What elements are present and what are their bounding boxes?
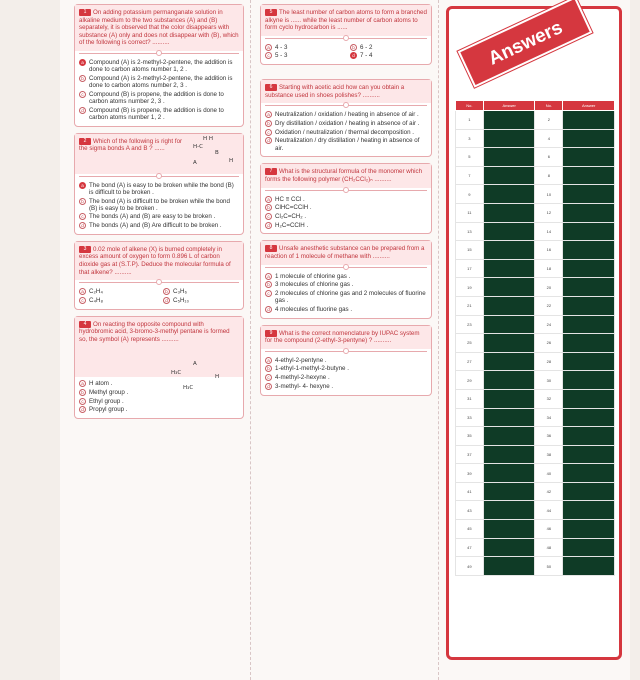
answers-row [456, 296, 615, 315]
question-no-cell: 50 [535, 557, 563, 576]
question-no-cell: 12 [535, 203, 563, 222]
answer-cell [483, 538, 535, 557]
answers-row [456, 148, 615, 167]
answer-cell [483, 148, 535, 167]
question-no-cell: 30 [535, 371, 563, 390]
answer-cell [563, 241, 615, 260]
option-c[interactable]: c Compound (B) is propene, the addition is done to carbon atoms number 2, 3 . [79, 91, 239, 105]
answers-row [456, 389, 615, 408]
answer-cell [483, 315, 535, 334]
question-number: 7 [265, 168, 277, 175]
option-b[interactable]: b Compound (A) is 2-methyl-2-pentene, the addition is done to carbon atoms number 2, 3 . [79, 75, 239, 89]
answer-cell [563, 352, 615, 371]
option-a[interactable]: a 4-ethyl-2-pentyne . [265, 357, 427, 364]
option-b[interactable]: b 6 - 2 [350, 44, 427, 51]
col-answer-header: Answer [483, 101, 535, 111]
option-d[interactable]: d 7 - 4 [350, 52, 427, 59]
structure-top: H H [203, 135, 214, 142]
question-no-cell: 9 [456, 185, 484, 204]
question-2 [74, 133, 244, 235]
options-list [75, 285, 243, 308]
question-no-cell: 32 [535, 389, 563, 408]
option-b[interactable]: b 1-ethyl-1-methyl-2-butyne . [265, 365, 427, 372]
answers-row [456, 222, 615, 241]
option-c[interactable]: c Ethyl group . [79, 398, 239, 405]
option-c[interactable]: c Cl₂C=CH₂ . [265, 213, 427, 220]
question-5 [260, 4, 432, 65]
answers-row [456, 185, 615, 204]
answer-cell [483, 222, 535, 241]
answer-cell [563, 427, 615, 446]
question-number: 1 [79, 9, 91, 16]
question-no-cell: 13 [456, 222, 484, 241]
answer-cell [563, 148, 615, 167]
answer-cell [483, 464, 535, 483]
question-no-cell: 39 [456, 464, 484, 483]
column-separator-1 [250, 0, 251, 680]
question-number: 3 [79, 246, 91, 253]
answer-cell [483, 371, 535, 390]
question-no-cell: 27 [456, 352, 484, 371]
answer-cell [563, 389, 615, 408]
answer-cell [563, 111, 615, 130]
question-no-cell: 34 [535, 408, 563, 427]
question-no-cell: 23 [456, 315, 484, 334]
question-no-cell: 16 [535, 241, 563, 260]
answers-body [456, 111, 615, 576]
answer-cell [563, 520, 615, 539]
option-d[interactable]: d 4 molecules of fluorine gas . [265, 306, 427, 313]
option-d[interactable]: d The bonds (A) and (B) Are difficult to be broken . [79, 222, 239, 229]
column-separator-2 [438, 0, 439, 680]
question-number: 2 [79, 138, 91, 145]
structure-label-b: B [215, 149, 219, 156]
answer-cell [483, 520, 535, 539]
options-list [261, 193, 431, 234]
answers-header-row [456, 101, 615, 111]
option-d[interactable]: d 3-methyl- 4- hexyne . [265, 383, 427, 390]
question-text: 0.02 mole of alkene (X) is burned completely in excess amount of oxygen to form 0.896 L of carbon dioxide gas at (S.T.P). Deduce the molecular formula of that alkene? [79, 245, 231, 276]
option-d[interactable]: d C₅H₁₀ [163, 297, 239, 304]
question-no-cell: 29 [456, 371, 484, 390]
option-b[interactable]: b Dry distillation / oxidation / heating in absence of air . [265, 120, 427, 127]
answer-cell [483, 352, 535, 371]
option-d[interactable]: d H₂C=CClH . [265, 222, 427, 229]
blank-dots: .......... [161, 335, 179, 343]
option-a[interactable]: a HC ≡ CCl . [265, 196, 427, 203]
question-no-cell: 2 [535, 111, 563, 130]
option-b[interactable]: b ClHC=CClH . [265, 204, 427, 211]
question-no-cell: 46 [535, 520, 563, 539]
question-no-cell: 4 [535, 129, 563, 148]
answer-cell [563, 482, 615, 501]
option-a[interactable]: a Compound (A) is 2-methyl-2-pentene, the addition is done to carbon atoms number 1, 2 . [79, 59, 239, 73]
options-list [75, 377, 243, 418]
question-no-cell: 3 [456, 129, 484, 148]
structure-h: H [229, 157, 234, 164]
question-no-cell: 36 [535, 427, 563, 446]
option-c[interactable]: c 5 - 3 [265, 52, 342, 59]
option-letter: c [79, 91, 86, 98]
question-no-cell: 5 [456, 148, 484, 167]
col-answer-header: Answer [563, 101, 615, 111]
option-d[interactable]: d Neutralization / dry distillation / heating in absence of air. [265, 137, 427, 151]
question-no-cell: 19 [456, 278, 484, 297]
answers-row [456, 371, 615, 390]
question-7 [260, 163, 432, 234]
answer-cell [563, 203, 615, 222]
question-no-cell: 15 [456, 241, 484, 260]
answers-row [456, 427, 615, 446]
option-c[interactable]: c C₄H₈ [79, 297, 155, 304]
question-text: What is the structural formula of the monomer which forms the following polymer (CH₂CCl₂)ₙ .......... [265, 168, 423, 183]
option-b[interactable]: b 3 molecules of chlorine gas . [265, 281, 427, 288]
question-no-cell: 8 [535, 166, 563, 185]
answer-cell [563, 166, 615, 185]
answers-row [456, 464, 615, 483]
answer-cell [483, 241, 535, 260]
question-no-cell: 14 [535, 222, 563, 241]
answers-row [456, 166, 615, 185]
answer-cell [483, 129, 535, 148]
question-number: 9 [265, 330, 277, 337]
question-no-cell: 24 [535, 315, 563, 334]
answers-row [456, 501, 615, 520]
answer-cell [483, 111, 535, 130]
answer-cell [563, 371, 615, 390]
question-no-cell: 28 [535, 352, 563, 371]
structure-label-a: A [193, 159, 197, 166]
answers-row [456, 111, 615, 130]
options-list [261, 270, 431, 318]
answer-cell [483, 334, 535, 353]
answer-cell [483, 557, 535, 576]
answer-cell [483, 166, 535, 185]
question-no-cell: 48 [535, 538, 563, 557]
option-a[interactable]: a 4 - 3 [265, 44, 342, 51]
question-no-cell: 20 [535, 278, 563, 297]
option-a[interactable]: a The bond (A) is easy to be broken while the bond (B) is difficult to be broken . [79, 182, 239, 196]
question-no-cell: 22 [535, 296, 563, 315]
answers-row [456, 445, 615, 464]
question-text: On reacting the opposite compound with hydrobromic acid, 3-bromo-3-methyl pentane is formed so, the symbol (A) represents [79, 320, 230, 343]
option-b[interactable]: b The bond (A) is difficult to be broken while the bond (B) is easy to be broken . [79, 198, 239, 212]
answers-row [456, 203, 615, 222]
option-b[interactable]: b C₃H₆ [163, 288, 239, 295]
option-letter: b [79, 75, 86, 82]
question-no-cell: 37 [456, 445, 484, 464]
question-no-cell: 18 [535, 259, 563, 278]
structure-label-a: A [193, 360, 197, 367]
answers-row [456, 482, 615, 501]
answer-cell [563, 315, 615, 334]
options-list [75, 56, 243, 126]
answer-cell [483, 259, 535, 278]
option-a[interactable]: a Neutralization / oxidation / heating in absence of air . [265, 111, 427, 118]
question-no-cell: 47 [456, 538, 484, 557]
answer-cell [483, 445, 535, 464]
question-no-cell: 25 [456, 334, 484, 353]
question-no-cell: 49 [456, 557, 484, 576]
answer-cell [483, 296, 535, 315]
question-no-cell: 40 [535, 464, 563, 483]
question-no-cell: 43 [456, 501, 484, 520]
question-no-cell: 31 [456, 389, 484, 408]
answer-cell [563, 296, 615, 315]
option-c[interactable]: c The bonds (A) and (B) are easy to be broken . [79, 213, 239, 220]
answer-cell [563, 259, 615, 278]
answer-cell [483, 185, 535, 204]
question-no-cell: 21 [456, 296, 484, 315]
question-no-cell: 6 [535, 148, 563, 167]
structure-mid: H-C [193, 143, 203, 150]
question-text: Unsafe anesthetic substance can be prepared from a reaction of 1 molecule of methane with .......... [265, 245, 425, 260]
answer-cell [483, 482, 535, 501]
answers-row [456, 259, 615, 278]
answer-cell [563, 445, 615, 464]
option-a[interactable]: a H atom . [79, 380, 239, 387]
question-no-cell: 35 [456, 427, 484, 446]
answers-row [456, 315, 615, 334]
question-no-cell: 11 [456, 203, 484, 222]
question-column-1 [74, 4, 244, 425]
blank-dots: .......... [114, 268, 132, 276]
question-8 [260, 240, 432, 318]
answers-row [456, 278, 615, 297]
answer-cell [483, 203, 535, 222]
question-no-cell: 17 [456, 259, 484, 278]
answer-cell [563, 408, 615, 427]
options-list [261, 354, 431, 395]
question-1 [74, 4, 244, 127]
answer-cell [563, 501, 615, 520]
question-4 [74, 316, 244, 420]
answers-row [456, 241, 615, 260]
options-list [75, 179, 243, 234]
answer-cell [563, 222, 615, 241]
answer-cell [563, 538, 615, 557]
answers-row [456, 538, 615, 557]
answers-row [456, 352, 615, 371]
answer-cell [563, 185, 615, 204]
question-text: Which of the following is right for the sigma bonds A and B ? [79, 137, 183, 153]
answer-cell [483, 408, 535, 427]
question-no-cell: 42 [535, 482, 563, 501]
question-no-cell: 10 [535, 185, 563, 204]
question-no-cell: 45 [456, 520, 484, 539]
blank-dots: ...... [154, 145, 165, 153]
question-text: The least number of carbon atoms to form a branched alkyne is ...... while the least number of carbon atoms to form cyclo hydrocarbon is ...... [265, 9, 427, 32]
col-no-header: No. [535, 101, 563, 111]
question-number: 6 [265, 84, 277, 91]
question-no-cell: 26 [535, 334, 563, 353]
question-column-2 [260, 4, 432, 402]
blank-dots: .......... [152, 39, 170, 47]
options-list [261, 108, 431, 156]
question-text: On adding potassium permanganate solution in alkaline medium to the two substances (A) and (B) separately, it is observed that the color disappears with substance (A) only and does not disappear with (B), which of the following is correct? [79, 9, 239, 47]
question-no-cell: 7 [456, 166, 484, 185]
option-c[interactable]: c Oxidation / neutralization / thermal decomposition . [265, 129, 427, 136]
question-no-cell: 33 [456, 408, 484, 427]
answer-cell [563, 334, 615, 353]
question-no-cell: 44 [535, 501, 563, 520]
question-no-cell: 41 [456, 482, 484, 501]
answer-cell [483, 389, 535, 408]
question-no-cell: 1 [456, 111, 484, 130]
question-9 [260, 325, 432, 396]
answer-cell [563, 129, 615, 148]
answers-ribbon: Answers [458, 0, 593, 88]
question-6 [260, 79, 432, 157]
answer-cell [483, 427, 535, 446]
answers-row [456, 520, 615, 539]
question-no-cell: 38 [535, 445, 563, 464]
answer-cell [563, 557, 615, 576]
structure-bottom: H₃C [183, 384, 194, 391]
option-d[interactable]: d Compound (B) is propene, the addition is done to carbon atoms number 1, 2 . [79, 107, 239, 121]
option-b[interactable]: b Methyl group . [79, 389, 239, 396]
answer-cell [483, 278, 535, 297]
structure-h: H [215, 373, 220, 380]
option-a[interactable]: a C₂H₄ [79, 288, 155, 295]
answers-row [456, 334, 615, 353]
answers-row [456, 557, 615, 576]
option-letter: d [79, 107, 86, 114]
answers-table [455, 100, 615, 576]
options-list [261, 41, 431, 64]
answers-row [456, 129, 615, 148]
answers-row [456, 408, 615, 427]
question-number: 5 [265, 9, 277, 16]
answer-cell [563, 464, 615, 483]
structure-mid: H₃C [171, 369, 182, 376]
question-number: 4 [79, 321, 91, 328]
answer-cell [563, 278, 615, 297]
option-a[interactable]: a 1 molecule of chlorine gas . [265, 273, 427, 280]
option-letter: a [79, 59, 86, 66]
option-d[interactable]: d Propyl group . [79, 406, 239, 413]
option-c[interactable]: c 2 molecules of chlorine gas and 2 molecules of fluorine gas . [265, 290, 427, 304]
answer-cell [483, 501, 535, 520]
question-number: 8 [265, 245, 277, 252]
question-text: Starting with acetic acid how can you obtain a substance used in shoes polishes? .......... [265, 84, 405, 99]
col-no-header: No. [456, 101, 484, 111]
question-text: What is the correct nomenclature by IUPAC system for the compound (2-ethyl-3-pentyne) ? .......... [265, 329, 420, 345]
question-3 [74, 241, 244, 310]
option-c[interactable]: c 4-methyl-2-hexyne . [265, 374, 427, 381]
